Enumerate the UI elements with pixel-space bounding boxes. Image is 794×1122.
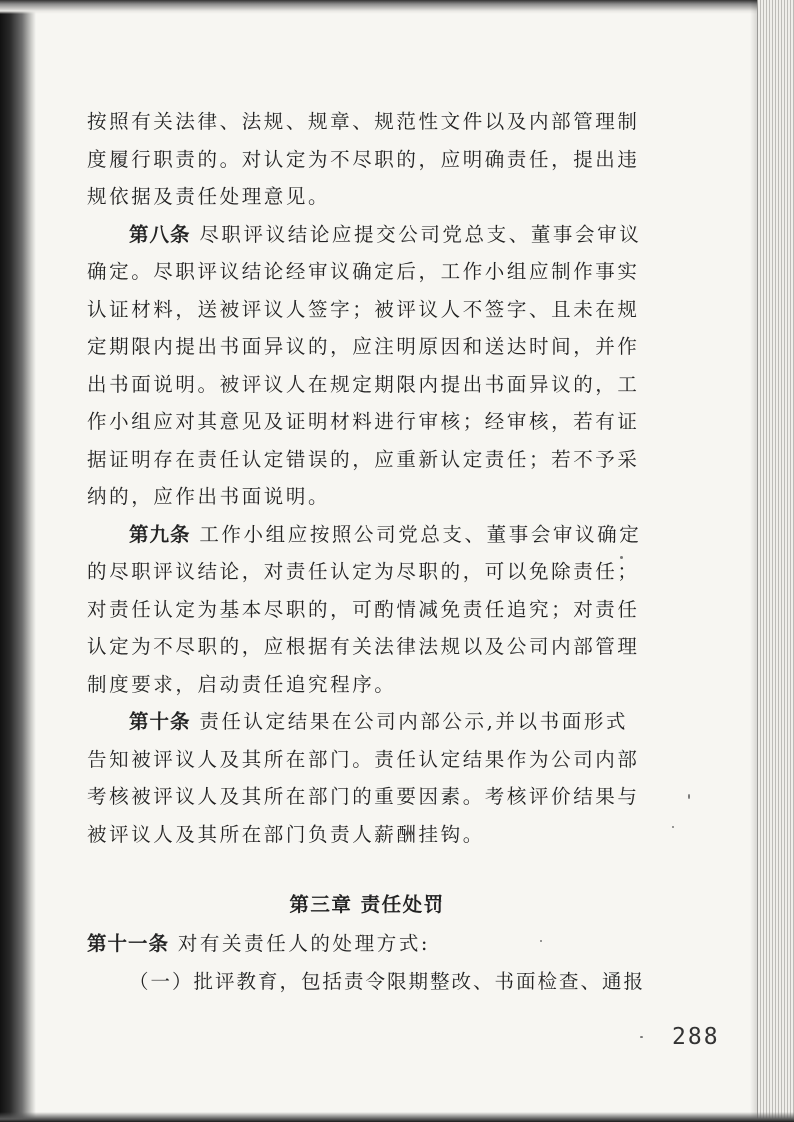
text-line: 按照有关法律、法规、规章、规范性文件以及内部管理制 <box>87 110 640 133</box>
list-item-1: （一）批评教育，包括责令限期整改、书面检查、通报 <box>129 969 646 993</box>
body-text <box>87 103 647 1000</box>
text-line: 认证材料，送被评议人签字；被评议人不签字、且未在规 <box>87 297 640 321</box>
text-line: 据证明存在责任认定错误的，应重新认定责任；若不予采 <box>87 447 640 471</box>
article-10-first-line <box>87 703 647 741</box>
text-line: 告知被评议人及其所在部门。责任认定结果作为公司内部 <box>87 747 640 771</box>
text-line: 作小组应对其意见及证明材料进行审核；经审核，若有证 <box>87 410 640 433</box>
article-11-title: 第十一条 <box>87 932 170 955</box>
page-stack-edge <box>757 0 794 1122</box>
text-line: 尽职评议结论应提交公司党总支、董事会审议 <box>199 222 642 246</box>
scan-speck <box>688 794 690 799</box>
text-line: 被评议人及其所在部门负责人薪酬挂钩。 <box>87 822 485 846</box>
scan-speck <box>540 940 542 942</box>
text-line: 工作小组应按照公司党总支、董事会审议确定 <box>199 522 642 546</box>
article-11-first-line <box>87 925 647 963</box>
text-line: 规依据及责任处理意见。 <box>87 185 331 208</box>
article-8-title: 第八条 <box>129 222 191 246</box>
text-line: 责任认定结果在公司内部公示,并以书面形式 <box>199 710 629 733</box>
text-line: 纳的，应作出书面说明。 <box>87 485 331 508</box>
text-line: 确定。尽职评议结论经审议确定后，工作小组应制作事实 <box>87 260 640 283</box>
bottom-edge-shadow <box>0 1112 794 1122</box>
text-line: 对责任认定为基本尽职的，可酌情减免责任追究；对责任 <box>87 597 640 621</box>
text-line: 度履行职责的。对认定为不尽职的，应明确责任，提出违 <box>87 147 640 171</box>
scan-speck <box>640 1036 643 1038</box>
article-9 <box>87 516 647 704</box>
article-10 <box>87 703 647 853</box>
text-line: 制度要求，启动责任追究程序。 <box>87 672 397 696</box>
text-line <box>87 963 647 1001</box>
article-8-first-line <box>87 216 647 254</box>
article-9-title: 第九条 <box>129 522 191 546</box>
page-number: 288 <box>672 1024 720 1050</box>
text-line: 考核被评议人及其所在部门的重要因素。考核评价结果与 <box>87 785 640 808</box>
text-line: 对有关责任人的处理方式: <box>177 932 431 955</box>
article-9-first-line <box>87 516 647 554</box>
article-8 <box>87 216 647 516</box>
chapter-heading: 第三章 责任处罚 <box>289 893 445 916</box>
text-line: 定期限内提出书面异议的，应注明原因和送达时间，并作 <box>87 335 640 358</box>
article-10-title: 第十条 <box>129 710 191 733</box>
article-11 <box>87 925 647 1000</box>
binding-shadow <box>0 0 36 1122</box>
text-line: 的尽职评议结论，对责任认定为尽职的，可以免除责任； <box>87 560 640 583</box>
scan-speck <box>672 826 674 828</box>
top-edge-shadow <box>0 0 794 14</box>
scan-speck <box>620 556 623 559</box>
text-line: 认定为不尽职的，应根据有关法律法规以及公司内部管理 <box>87 635 640 658</box>
section-gap <box>87 853 647 885</box>
text-line: 出书面说明。被评议人在规定期限内提出书面异议的，工 <box>87 372 640 396</box>
paragraph-continuation <box>87 103 647 216</box>
